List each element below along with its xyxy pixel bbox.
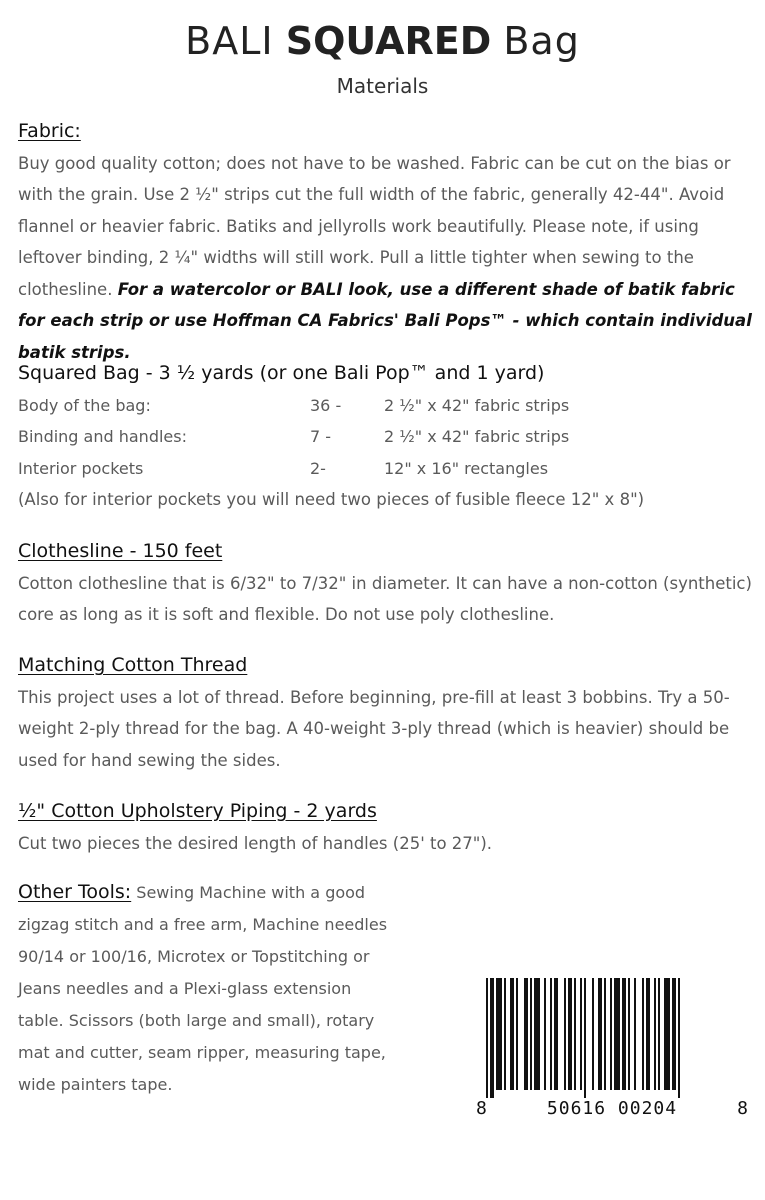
barcode-bar <box>592 978 594 1090</box>
clothesline-section <box>18 536 753 631</box>
barcode-bar <box>654 978 656 1090</box>
barcode-bar <box>584 978 586 1098</box>
barcode-bar <box>510 978 514 1090</box>
barcode-bar <box>622 978 626 1090</box>
materials-qty: 7 - <box>310 427 332 446</box>
barcode-bar <box>678 978 680 1098</box>
barcode-number <box>476 1098 748 1119</box>
piping-heading: ½" Cotton Upholstery Piping - 2 yards <box>18 800 377 822</box>
barcode-bar <box>554 978 558 1090</box>
barcode-lead-digit: 8 <box>476 1098 487 1119</box>
title-right: Bag <box>503 19 580 63</box>
barcode-bar <box>574 978 576 1090</box>
piping-body: Cut two pieces the desired length of handles (25' to 27"). <box>18 833 493 853</box>
barcode-bar <box>628 978 630 1090</box>
barcode-bar <box>614 978 620 1090</box>
barcode-bar <box>642 978 644 1090</box>
fabric-heading: Fabric: <box>18 120 81 142</box>
thread-section <box>18 650 753 776</box>
thread-body: This project uses a lot of thread. Before beginning, pre-fill at least 3 bobbins. Try a 50-weight 2-ply thread for the bag. A 40-weight 3-ply thread (which is heavier) should be used for hand sewing the sides. <box>18 687 730 770</box>
materials-desc: 12" x 16" rectangles <box>384 458 549 478</box>
barcode-bar <box>534 978 540 1090</box>
title-left: BALI <box>185 19 274 63</box>
materials-row <box>18 453 569 485</box>
barcode-check-digit: 8 <box>737 1098 748 1119</box>
barcode-bar <box>496 978 502 1090</box>
clothesline-body: Cotton clothesline that is 6/32" to 7/32" in diameter. It can have a non-cotton (synthetic) core as long as it is soft and flexible. Do not use poly clothesline. <box>18 573 752 624</box>
barcode-bar <box>568 978 572 1090</box>
other-tools-paragraph <box>18 876 388 1101</box>
barcode-middle-digits: 50616 00204 <box>546 1098 678 1119</box>
page-subtitle: Materials <box>336 74 429 98</box>
fabric-emphasis: For a watercolor or BALI look, use a different shade of batik fabric for each strip or use Hoffman CA Fabrics' Bali Pops™ - which contain individual batik strips. <box>18 279 752 362</box>
materials-row <box>18 390 569 422</box>
barcode-bar <box>646 978 650 1090</box>
barcode-bar <box>544 978 546 1090</box>
barcode-bar <box>658 978 660 1090</box>
squared-bag-heading: Squared Bag - 3 ½ yards (or one Bali Pop™ and 1 yard) <box>18 362 545 384</box>
clothesline-heading: Clothesline - 150 feet <box>18 540 223 562</box>
barcode-bar <box>672 978 676 1090</box>
fabric-body: Buy good quality cotton; does not have to be washed. Fabric can be cut on the bias or with the grain. Use 2 ½" strips cut the full width of the fabric, generally 42-44". Avoid flannel or heavier fabric. Batiks and jellyrolls work beautifully. Please note, if using leftover binding, 2 ¼" widths will still work. Pull a little tighter when sewing to the clothesline. <box>18 153 731 299</box>
materials-row <box>18 421 569 453</box>
other-tools-body: Sewing Machine with a good zigzag stitch and a free arm, Machine needles 90/14 or 100/16, Microtex or Topstitching or Jeans needles and a Plexi-glass extension table. Scissors (both large and small), rotary mat and cutter, seam ripper, measuring tape, wide painters tape. <box>18 883 388 1094</box>
piping-section <box>18 796 753 859</box>
materials-item: Body of the bag: <box>18 395 151 415</box>
barcode-bar <box>516 978 518 1090</box>
barcode-bar <box>524 978 528 1090</box>
barcode-bar <box>664 978 670 1090</box>
barcode-bar <box>486 978 488 1098</box>
barcode-bar <box>598 978 602 1090</box>
materials-desc: 2 ½" x 42" fabric strips <box>384 427 570 446</box>
title-bold: SQUARED <box>285 19 492 63</box>
barcode-bar <box>530 978 532 1090</box>
barcode-bar <box>550 978 552 1090</box>
materials-qty: 2- <box>310 458 326 478</box>
barcode-bar <box>490 978 494 1098</box>
barcode-bar <box>634 978 636 1090</box>
barcode-bar <box>564 978 566 1090</box>
barcode-bar <box>604 978 606 1090</box>
materials-item: Interior pockets <box>18 458 144 478</box>
barcode-bar <box>610 978 612 1090</box>
thread-heading: Matching Cotton Thread <box>18 654 248 676</box>
fabric-paragraph <box>18 148 753 369</box>
barcode-image <box>486 978 738 1098</box>
fabric-section <box>18 116 753 368</box>
barcode-bar <box>580 978 582 1090</box>
other-tools-heading: Other Tools: <box>18 881 132 903</box>
pocket-note: (Also for interior pockets you will need two pieces of fusible fleece 12" x 8") <box>18 490 645 509</box>
squared-bag-section <box>18 358 753 516</box>
materials-table <box>18 390 569 485</box>
materials-qty: 36 - <box>310 395 342 415</box>
materials-item: Binding and handles: <box>18 427 187 446</box>
materials-desc: 2 ½" x 42" fabric strips <box>384 395 570 415</box>
barcode-bar <box>504 978 506 1090</box>
page-title <box>0 18 765 64</box>
